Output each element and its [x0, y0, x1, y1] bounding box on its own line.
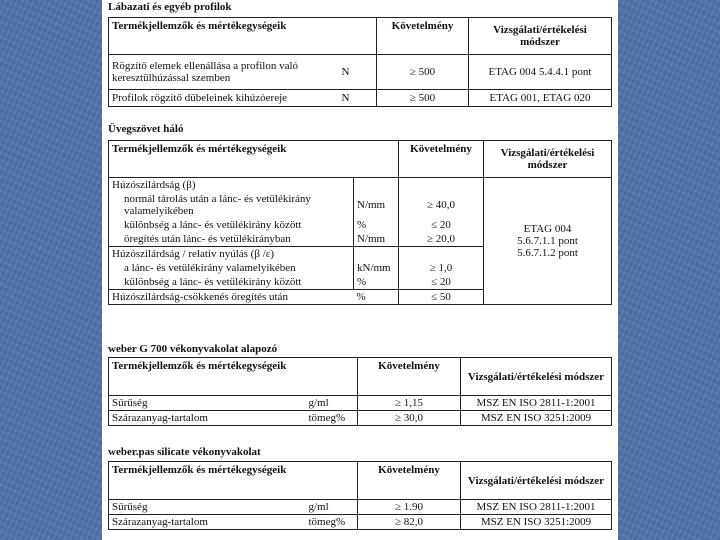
cell-requirement: ≥ 82,0: [358, 515, 461, 530]
header-requirement: Követelmény: [399, 141, 484, 178]
cell-property: normál tárolás után a lánc- és vetülékirány valamelyikében: [124, 193, 311, 217]
section-title: Üvegszövet háló: [108, 123, 184, 135]
table-primer: [108, 357, 612, 426]
cell-method: MSZ EN ISO 3251:2009: [461, 515, 612, 530]
cell-requirement: ≥ 1,0: [399, 261, 484, 275]
cell-property: Sűrűség: [109, 500, 306, 515]
cell-requirement: ≥ 40,0: [399, 192, 484, 218]
header-requirement: Követelmény: [358, 462, 461, 500]
header-product: Termékjellemzők és mértékegységeik: [109, 18, 377, 55]
section-title: weber.pas silicate vékonyvakolat: [108, 446, 261, 458]
cell-requirement: ≥ 30,0: [358, 411, 461, 426]
cell-property: különbség a lánc- és vetülékirány között: [124, 219, 302, 231]
group-row: [109, 178, 612, 193]
table-silicate-plaster: [108, 461, 612, 530]
cell-property: öregítés után lánc- és vetülékirányban: [124, 233, 291, 245]
table-mesh: [108, 140, 612, 305]
method-line: 5.6.7.1.1 pont: [517, 235, 578, 247]
cell-requirement: ≥ 1.90: [358, 500, 461, 515]
cell-requirement: ≤ 50: [399, 290, 484, 305]
cell-unit: N: [339, 90, 377, 107]
cell-property: Sűrűség: [109, 396, 306, 411]
cell-method: MSZ EN ISO 2811-1:2001: [461, 396, 612, 411]
table-row: [109, 515, 612, 530]
group-label: Húzószilárdság / relatív nyúlás (β /ε): [109, 247, 354, 262]
cell-unit: kN/mm: [354, 261, 399, 275]
cell-property: Húzószilárdság-csökkenés öregítés után: [109, 290, 354, 305]
table-header: [109, 462, 612, 500]
table-row: [109, 500, 612, 515]
cell-property: Szárazanyag-tartalom: [109, 515, 306, 530]
section-title: weber G 700 vékonyvakolat alapozó: [108, 343, 278, 355]
cell-property: Rögzítő elemek ellenállása a profilon való keresztülhúzással szemben: [109, 55, 339, 90]
cell-requirement: ≤ 20: [399, 218, 484, 232]
header-product: Termékjellemzők és mértékegységeik: [109, 141, 399, 178]
method-line: 5.6.7.1.2 pont: [517, 247, 578, 259]
cell-method: MSZ EN ISO 3251:2009: [461, 411, 612, 426]
table-header: [109, 141, 612, 178]
cell-unit: %: [354, 275, 399, 290]
table-header: [109, 358, 612, 396]
cell-method: MSZ EN ISO 2811-1:2001: [461, 500, 612, 515]
cell-unit: g/ml: [306, 500, 358, 515]
table-row: [109, 396, 612, 411]
cell-method: [484, 178, 612, 305]
cell-unit: tömeg%: [306, 411, 358, 426]
cell-unit: %: [354, 218, 399, 232]
header-method: Vizsgálati/értékelési módszer: [469, 18, 612, 55]
cell-unit: N/mm: [354, 192, 399, 218]
header-method: Vizsgálati/értékelési módszer: [484, 141, 612, 178]
cell-unit: N: [339, 55, 377, 90]
cell-method: ETAG 001, ETAG 020: [469, 90, 612, 107]
header-product: Termékjellemzők és mértékegységeik: [109, 358, 358, 396]
cell-unit: g/ml: [306, 396, 358, 411]
header-method: Vizsgálati/értékelési módszer: [461, 462, 612, 500]
table-header: [109, 18, 612, 55]
cell-unit: %: [354, 290, 399, 305]
cell-unit: N/mm: [354, 232, 399, 247]
cell-requirement: ≥ 500: [377, 90, 469, 107]
cell-property: Szárazanyag-tartalom: [109, 411, 306, 426]
table-row: [109, 55, 612, 90]
cell-property: Profilok rögzítő dübeleinek kihúzóereje: [109, 90, 339, 107]
cell-method: ETAG 004 5.4.4.1 pont: [469, 55, 612, 90]
document-page: [102, 0, 618, 540]
cell-unit: tömeg%: [306, 515, 358, 530]
table-profiles: [108, 17, 612, 107]
cell-property: a lánc- és vetülékirány valamelyikében: [124, 262, 296, 274]
header-method: Vizsgálati/értékelési módszer: [461, 358, 612, 396]
cell-requirement: ≥ 500: [377, 55, 469, 90]
group-label: Húzószilárdság (β): [109, 178, 354, 193]
cell-property: különbség a lánc- és vetülékirány között: [124, 276, 302, 288]
cell-requirement: ≤ 20: [399, 275, 484, 290]
section-title: Lábazati és egyéb profilok: [108, 1, 232, 13]
header-requirement: Követelmény: [377, 18, 469, 55]
table-row: [109, 411, 612, 426]
cell-requirement: ≥ 1,15: [358, 396, 461, 411]
table-row: [109, 90, 612, 107]
cell-requirement: ≥ 20,0: [399, 232, 484, 247]
method-line: ETAG 004: [523, 223, 572, 235]
header-requirement: Követelmény: [358, 358, 461, 396]
header-product: Termékjellemzők és mértékegységeik: [109, 462, 358, 500]
